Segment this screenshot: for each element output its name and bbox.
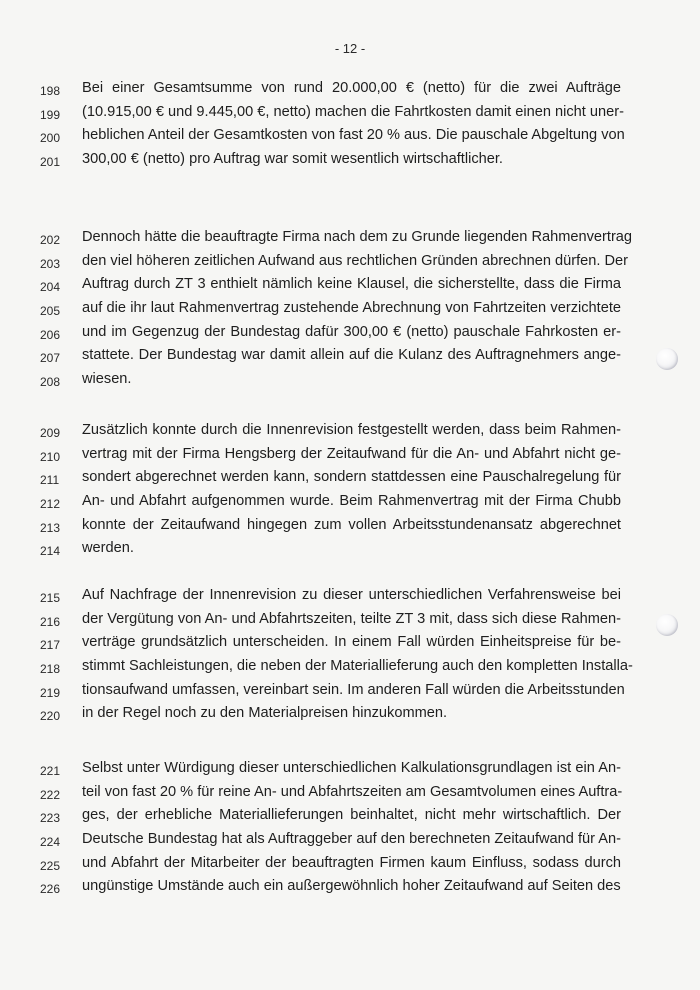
line-text: und Abfahrt der Mitarbeiter der beauftragten Firmen kaum Einfluss, sodass durch [82, 854, 621, 871]
line-text: Zusätzlich konnte durch die Innenrevision festgestellt werden, dass beim Rahmen- [82, 422, 621, 438]
text-line [0, 79, 700, 103]
line-number: 202 [40, 233, 61, 247]
line-text: heblichen Anteil der Gesamtkosten von fast 20 % aus. Die pauschale Abgeltung von [82, 127, 625, 144]
line-text: werden. [82, 540, 134, 557]
text-line [0, 783, 700, 807]
punch-hole-lower [656, 614, 678, 636]
text-line [0, 681, 700, 705]
paragraph [0, 586, 700, 728]
text-line [0, 633, 700, 657]
text-line [0, 806, 700, 830]
line-text: teil von fast 20 % für reine An- und Abfahrtszeiten am Gesamtvolumen eines Auftra- [82, 783, 623, 800]
line-number: 221 [40, 764, 61, 778]
line-number: 206 [40, 327, 61, 342]
line-number: 226 [40, 882, 61, 897]
text-line [0, 468, 700, 492]
text-line [0, 275, 700, 299]
text-line [0, 103, 700, 127]
text-line [0, 830, 700, 854]
text-line [0, 346, 700, 370]
line-text: ungünstige Umstände auch ein außergewöhnlich hoher Zeitaufwand auf Seiten des [82, 878, 621, 895]
text-line [0, 370, 700, 394]
text-line [0, 877, 700, 901]
paragraph [0, 759, 700, 901]
line-text: sondert abgerechnet werden kann, sondern stattdessen eine Pauschalregelung für [82, 469, 621, 486]
line-text: auf die ihr laut Rahmenvertrag zustehende Abrechnung von Fahrtzeiten verzichtete [82, 300, 621, 317]
text-line [0, 704, 700, 728]
line-number: 210 [40, 449, 61, 464]
line-text: ges, der erhebliche Materiallieferungen beinhaltet, nicht mehr wirtschaftlich. Der [82, 807, 621, 824]
line-text: verträge grundsätzlich unterscheiden. In einem Fall würden Einheitspreise für be- [82, 634, 621, 651]
text-line [0, 252, 700, 276]
line-number: 203 [40, 256, 61, 271]
line-number: 218 [40, 662, 61, 677]
line-number: 205 [40, 304, 61, 319]
line-text: Deutsche Bundestag hat als Auftraggeber auf den berechneten Zeitaufwand für An- [82, 831, 621, 848]
line-number: 217 [40, 638, 61, 653]
text-line [0, 759, 700, 783]
line-text: in der Regel noch zu den Materialpreisen hinzukommen. [82, 705, 448, 722]
line-number: 223 [40, 811, 61, 826]
text-line [0, 854, 700, 878]
line-number: 219 [40, 685, 61, 700]
text-line [0, 445, 700, 469]
text-line [0, 586, 700, 610]
line-number: 198 [40, 84, 61, 98]
page-number: - 12 - [334, 41, 366, 56]
line-text: Dennoch hätte die beauftragte Firma nach dem zu Grunde liegenden Rahmenvertrag [82, 229, 633, 245]
text-line [0, 421, 700, 445]
text-line [0, 323, 700, 347]
text-line [0, 492, 700, 516]
line-number: 222 [40, 787, 61, 802]
paragraph [0, 228, 700, 394]
line-number: 209 [40, 426, 61, 440]
line-number: 213 [40, 520, 61, 535]
line-text: 300,00 € (netto) pro Auftrag war somit wesentlich wirtschaftlicher. [82, 151, 503, 168]
line-text: (10.915,00 € und 9.445,00 €, netto) machen die Fahrtkosten damit einen nicht uner- [82, 103, 624, 120]
line-text: Auftrag durch ZT 3 enthielt nämlich keine Klausel, die sicherstellte, dass die Firma [82, 276, 621, 293]
paragraph [0, 421, 700, 563]
text-line [0, 610, 700, 634]
line-text: stattete. Der Bundestag war damit allein auf die Kulanz des Auftragnehmers ange- [82, 347, 621, 364]
line-text: und im Gegenzug der Bundestag dafür 300,00 € (netto) pauschale Fahrkosten er- [82, 323, 621, 340]
text-line [0, 150, 700, 174]
text-line [0, 516, 700, 540]
text-line [0, 299, 700, 323]
line-text: den viel höheren zeitlichen Aufwand aus rechtlichen Gründen abrechnen dürfen. Der [82, 252, 628, 269]
line-number: 225 [40, 858, 61, 873]
line-number: 204 [40, 280, 61, 295]
text-line [0, 126, 700, 150]
line-text: Selbst unter Würdigung dieser unterschiedlichen Kalkulationsgrundlagen ist ein An- [82, 760, 621, 776]
line-text: konnte der Zeitaufwand hingegen zum vollen Arbeitsstundenansatz abgerechnet [82, 516, 621, 533]
line-number: 201 [40, 155, 61, 170]
line-text: Bei einer Gesamtsumme von rund 20.000,00 € (netto) für die zwei Aufträge [82, 80, 621, 96]
line-number: 216 [40, 614, 61, 629]
text-line [0, 539, 700, 563]
text-line [0, 657, 700, 681]
paragraph [0, 79, 700, 174]
line-number: 215 [40, 591, 61, 605]
line-number: 208 [40, 375, 61, 390]
line-number: 199 [40, 107, 61, 122]
line-text: tionsaufwand umfassen, vereinbart sein. Im anderen Fall würden die Arbeitsstunden [82, 681, 625, 698]
line-text: vertrag mit der Firma Hengsberg der Zeitaufwand für die An- und Abfahrt nicht ge- [82, 445, 621, 462]
line-text: der Vergütung von An- und Abfahrtszeiten, teilte ZT 3 mit, dass sich diese Rahmen- [82, 610, 621, 627]
text-line [0, 228, 700, 252]
line-number: 212 [40, 497, 61, 512]
line-text: wiesen. [82, 371, 132, 388]
line-number: 224 [40, 835, 61, 850]
line-number: 200 [40, 131, 61, 146]
line-number: 211 [40, 473, 60, 488]
line-text: stimmt Sachleistungen, die neben der Materiallieferung auch den kompletten Installa- [82, 658, 633, 675]
line-number: 214 [40, 544, 61, 559]
line-text: An- und Abfahrt aufgenommen wurde. Beim Rahmenvertrag mit der Firma Chubb [82, 493, 621, 510]
punch-hole-upper [656, 348, 678, 370]
line-number: 207 [40, 351, 61, 366]
line-number: 220 [40, 709, 61, 724]
line-text: Auf Nachfrage der Innenrevision zu dieser unterschiedlichen Verfahrensweise bei [82, 587, 621, 603]
